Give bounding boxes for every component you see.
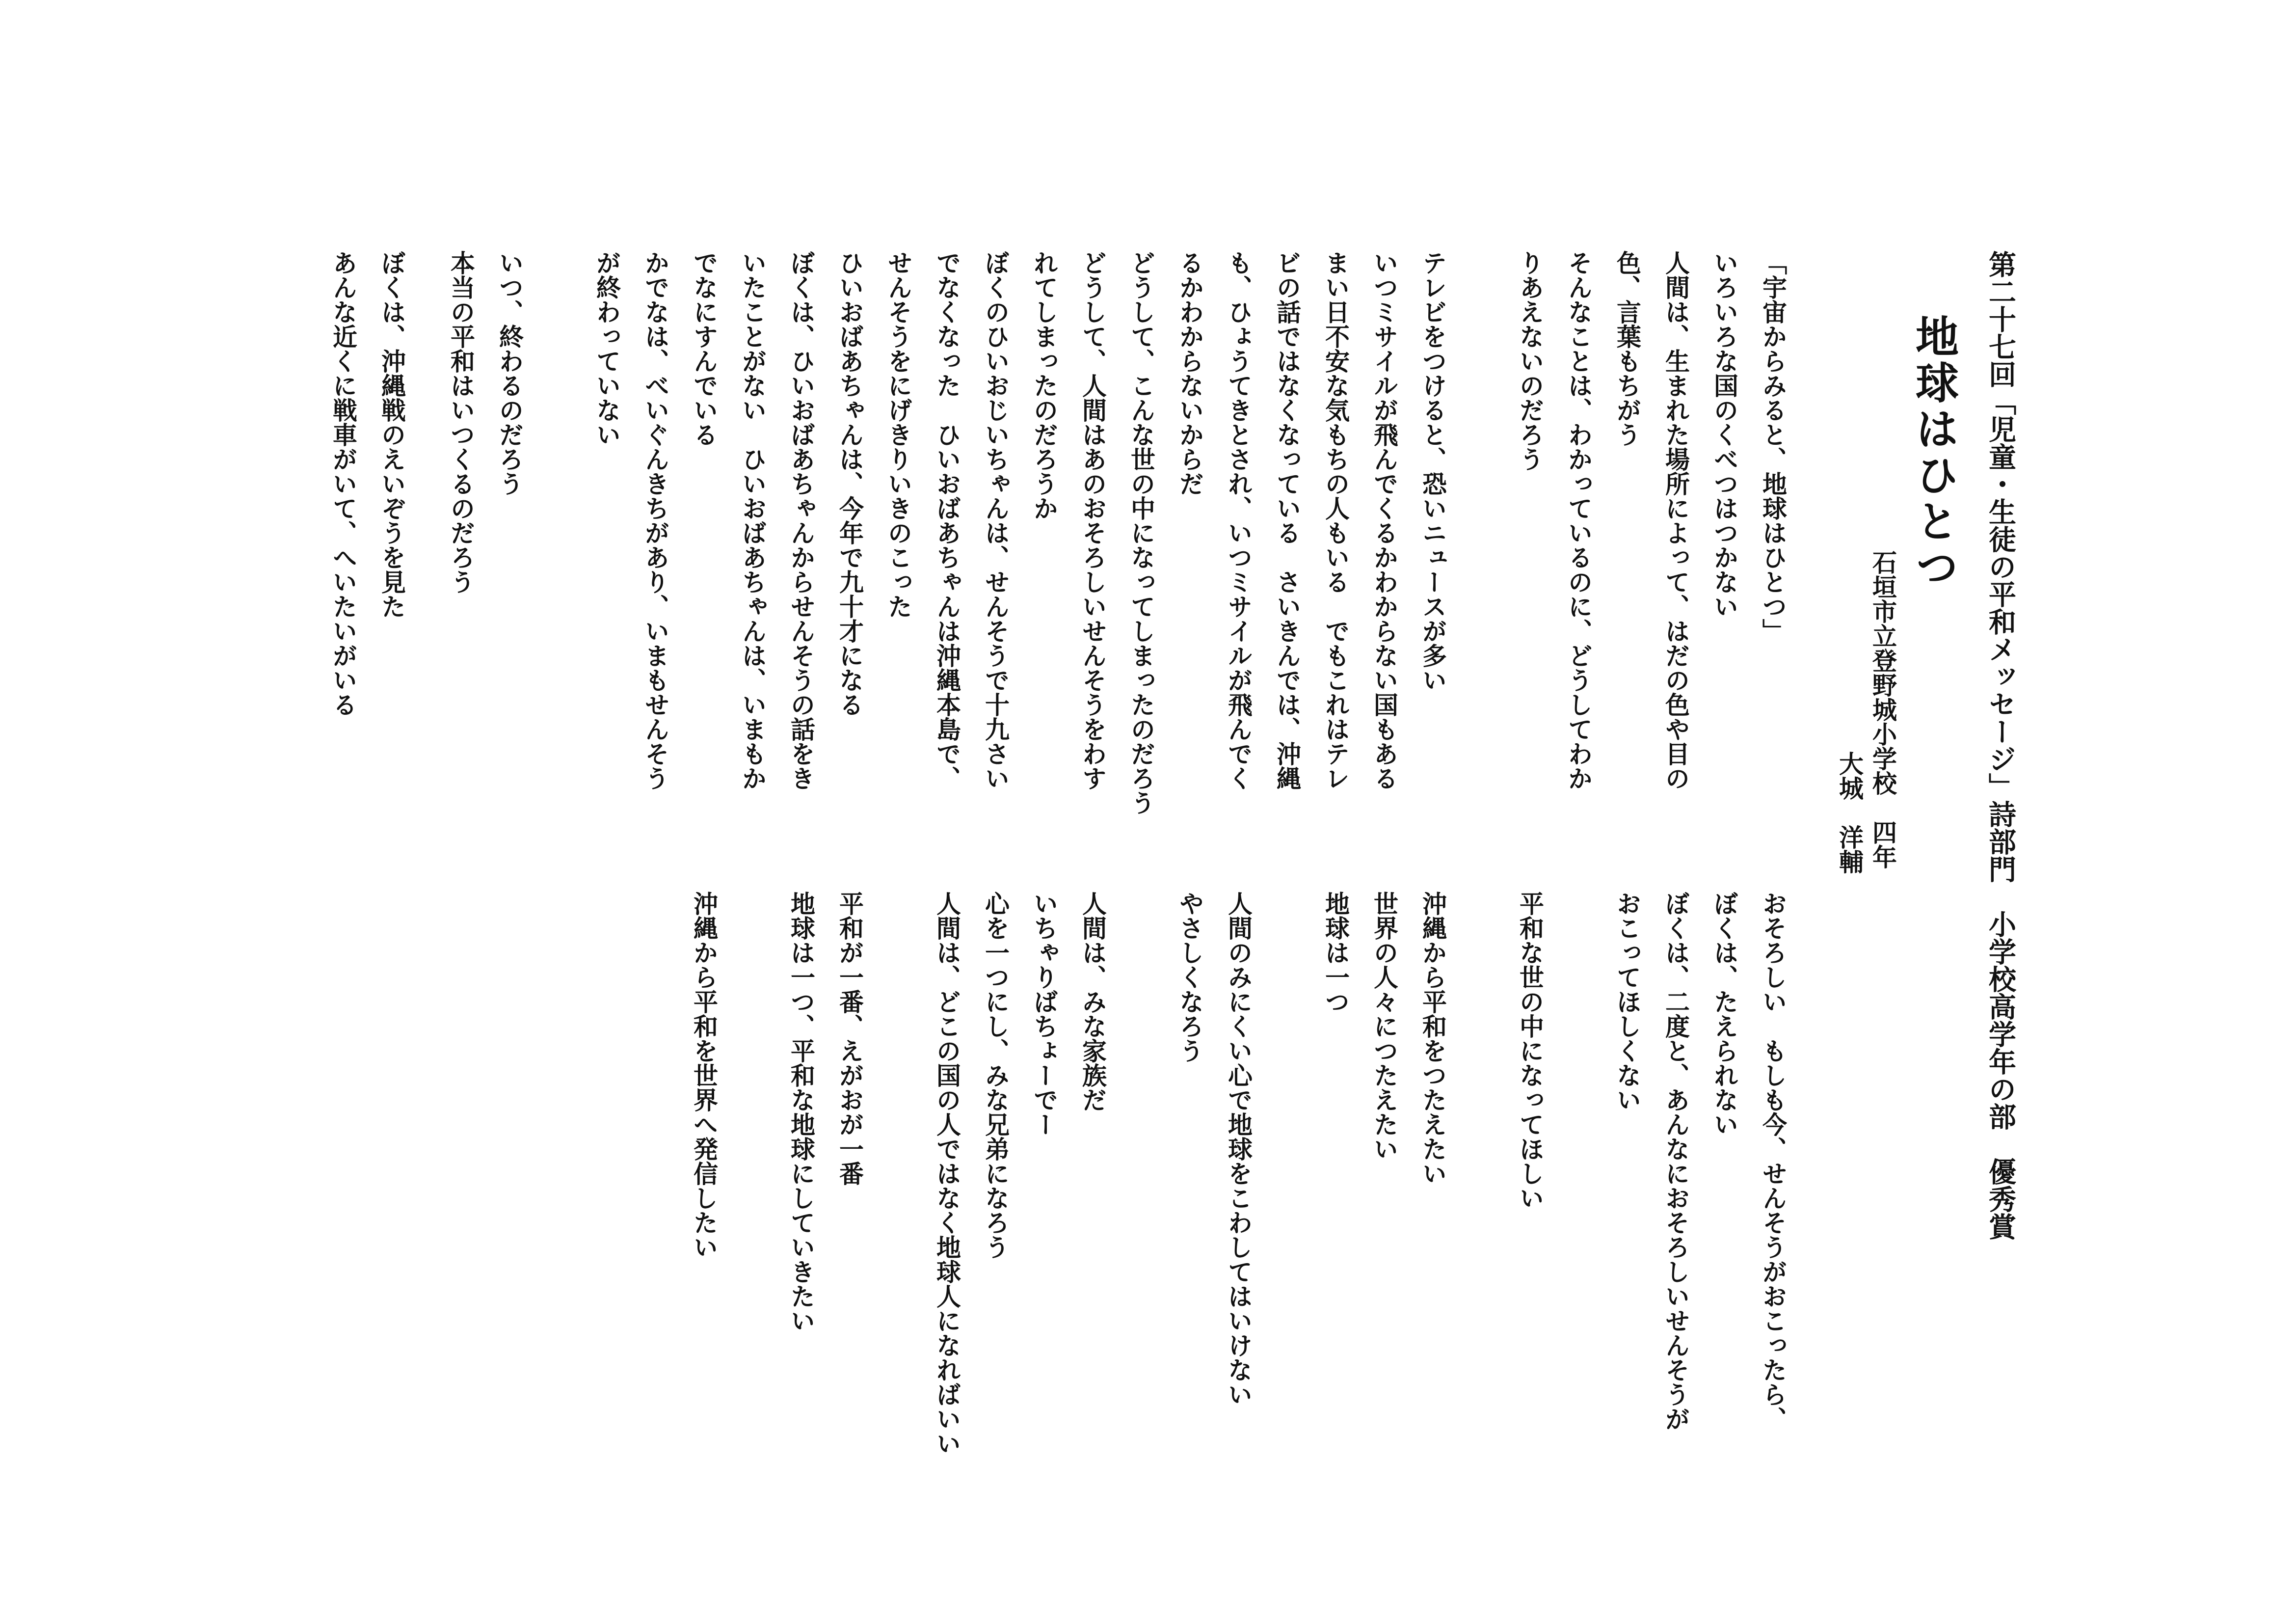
poem-line: いつ、終わるのだろう: [495, 250, 524, 496]
poem-line: も、ひょうてきとされ、いつミサイルが飛んでく: [1224, 250, 1253, 790]
school-name: 石垣市立登野城小学校 四年: [1869, 550, 1897, 869]
heading: 第二十七回「児童・生徒の平和メッセージ」詩部門 小学校高学年の部 優秀賞: [1984, 250, 2017, 1240]
poem-line: 人間のみにくい心で地球をこわしてはいけない: [1224, 891, 1253, 1407]
poem-line: いろいろな国のくべつはつかない: [1710, 250, 1739, 619]
poem-line: 沖縄から平和をつたえたい: [1418, 891, 1447, 1186]
poem-line: でなくなった ひいおばあちゃんは沖縄本島で、: [933, 250, 961, 790]
poem-line: あんな近くに戦車がいて、へいたいがいる: [329, 250, 358, 717]
poem-line: ぼくは、二度と、あんなにおそろしいせんそうが: [1661, 891, 1690, 1431]
poem-line: 地球は一つ、平和な地球にしていきたい: [787, 891, 816, 1333]
poem-line: 人間は、どこの国の人ではなく地球人になればいい: [933, 891, 961, 1456]
poem-line: れてしまったのだろうか: [1030, 250, 1059, 520]
poem-line: どうして、こんな世の中になってしまったのだろう: [1127, 250, 1156, 815]
poem-line: るかわからないからだ: [1175, 250, 1204, 496]
poem-line: ぼくは、たえられない: [1710, 891, 1739, 1137]
poem-line: ぼくのひいおじいちゃんは、せんそうで十九さい: [981, 250, 1010, 790]
poem-line: テレビをつけると、恐いニュースが多い: [1418, 250, 1447, 692]
poem-line: 「宇宙からみると、地球はひとつ」: [1759, 250, 1788, 643]
poem-line: おそろしい もしも今、せんそうがおこったら、: [1759, 891, 1788, 1431]
poem-line: せんそうをにげきりいきのこった: [884, 250, 913, 619]
poem-line: りあえないのだろう: [1516, 250, 1545, 471]
poem-title: 地球はひとつ: [1909, 314, 1960, 591]
poem-line: 色、言葉もちがう: [1613, 250, 1642, 447]
poem-line: 心を一つにし、みな兄弟になろう: [981, 891, 1010, 1259]
poem-line: そんなことは、わかっているのに、どうしてわか: [1564, 250, 1593, 790]
poem-line: ビの話ではなくなっている さいきんでは、沖縄: [1273, 250, 1302, 790]
poem-line: 本当の平和はいつくるのだろう: [447, 250, 476, 594]
poem-line: やさしくなろう: [1175, 891, 1204, 1063]
poem-line: かでなは、べいぐんきちがあり、いまもせんそう: [641, 250, 670, 790]
poem-line: いつミサイルが飛んでくるかわからない国もある: [1370, 250, 1399, 790]
poem-line: ぼくは、ひいおばあちゃんからせんそうの話をき: [787, 250, 816, 790]
poem-line: 平和な世の中になってほしい: [1516, 891, 1545, 1210]
poem-line: 人間は、みな家族だ: [1078, 891, 1107, 1112]
poem-line: いちゃりばちょーでー: [1030, 891, 1059, 1137]
poem-line: おこってほしくない: [1613, 891, 1642, 1112]
poem-line: いたことがない ひいおばあちゃんは、いまもか: [738, 250, 767, 790]
poem-line: まい日不安な気もちの人もいる でもこれはテレ: [1321, 250, 1350, 790]
poem-line: が終わっていない: [592, 250, 621, 447]
poem-line: 人間は、生まれた場所によって、はだの色や目の: [1661, 250, 1690, 790]
poem-line: 世界の人々につたえたい: [1370, 891, 1399, 1161]
poem-line: 沖縄から平和を世界へ発信したい: [690, 891, 719, 1259]
student-name: 大城 洋輔: [1835, 751, 1864, 874]
poem-line: 地球は一つ: [1321, 891, 1350, 1014]
poem-line: どうして、人間はあのおそろしいせんそうをわす: [1078, 250, 1107, 790]
poem-line: でなにすんでいる: [690, 250, 719, 447]
poem-line: 平和が一番、えがおが一番: [835, 891, 864, 1186]
poem-line: ひいおばあちゃんは、今年で九十才になる: [835, 250, 864, 717]
poem-line: ぼくは、沖縄戦のえいぞうを見た: [377, 250, 406, 619]
